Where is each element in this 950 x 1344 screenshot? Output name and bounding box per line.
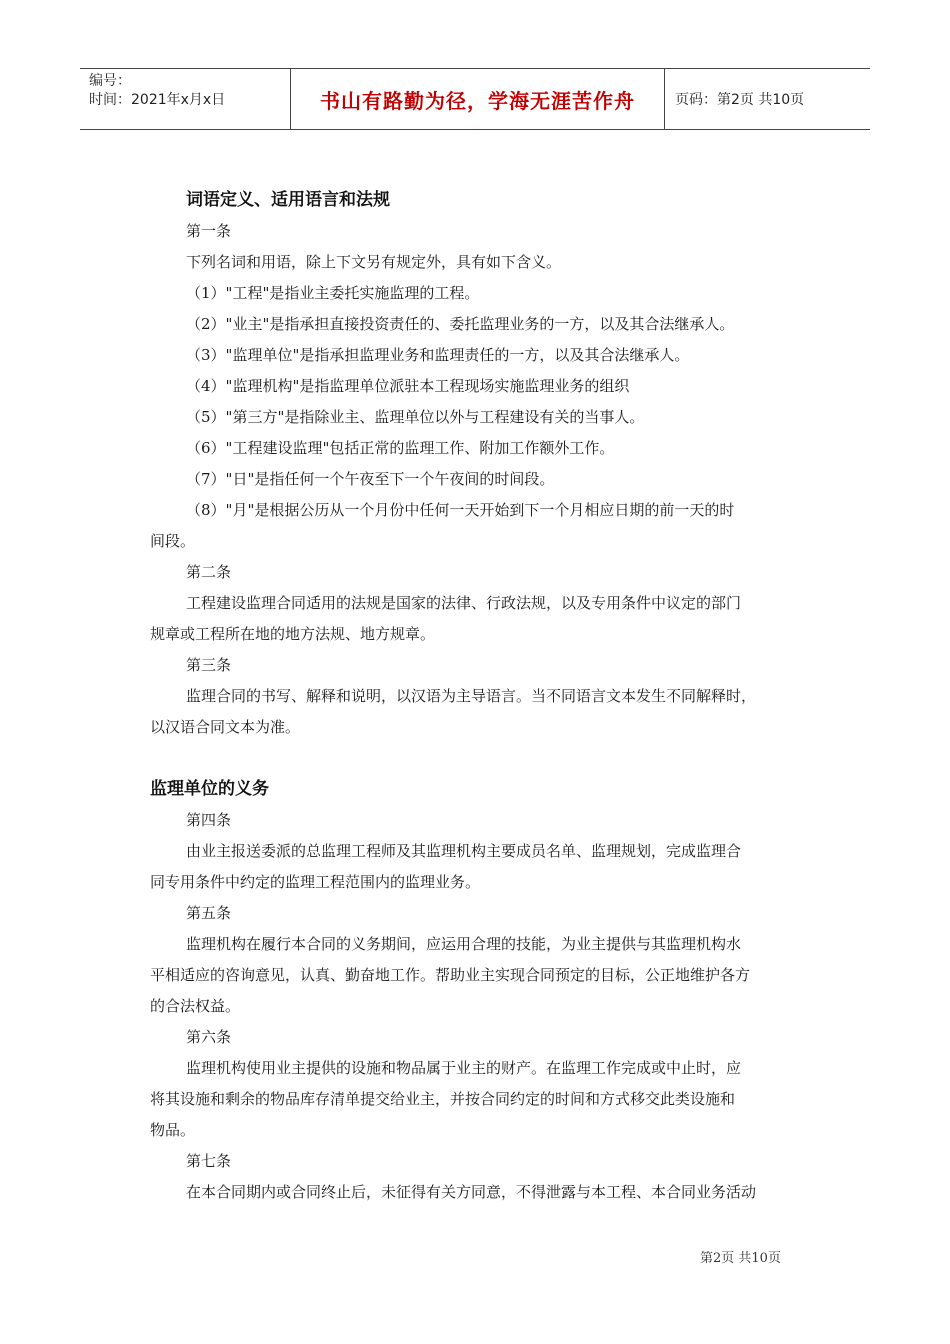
paragraph-line: 平相适应的咨询意见，认真、勤奋地工作。帮助业主实现合同预定的目标，公正地维护各方 [150,966,751,984]
header-meta [80,69,291,129]
article-heading: 第五条 [186,904,232,922]
header-page-info: 页码：第2页 共10页 [675,92,805,108]
definition-item: （7）"日"是指任何一个午夜至下一个午夜间的时间段。 [186,470,555,488]
paragraph-line: 同专用条件中约定的监理工程范围内的监理业务。 [150,873,481,891]
document-body [150,185,810,1208]
page-header [80,68,870,130]
paragraph-line: 监理合同的书写、解释和说明，以汉语为主导语言。当不同语言文本发生不同解释时， [186,687,757,705]
paragraph-line: 将其设施和剩余的物品库存清单提交给业主，并按合同约定的时间和方式移交此类设施和 [150,1090,736,1108]
paragraph-line: 规章或工程所在地的地方法规、地方规章。 [150,625,436,643]
document-number-label: 编号： [89,73,131,89]
definition-item: （3）"监理单位"是指承担监理业务和监理责任的一方，以及其合法继承人。 [186,346,690,364]
paragraph-line: 监理机构使用业主提供的设施和物品属于业主的财产。在监理工作完成或中止时，应 [186,1059,742,1077]
paragraph-line: 由业主报送委派的总监理工程师及其监理机构主要成员名单、监理规划，完成监理合 [186,842,742,860]
paragraph-line: 工程建设监理合同适用的法规是国家的法律、行政法规，以及专用条件中议定的部门 [186,594,742,612]
definition-item: （1）"工程"是指业主委托实施监理的工程。 [186,284,480,302]
article-heading: 第四条 [186,811,232,829]
paragraph-line: 在本合同期内或合同终止后，未征得有关方同意，不得泄露与本工程、本合同业务活动 [186,1183,757,1201]
article-heading: 第二条 [186,563,232,581]
article-heading: 第一条 [186,222,232,240]
page-footer: 第2页 共10页 [700,1251,781,1266]
definition-item: （4）"监理机构"是指监理单位派驻本工程现场实施监理业务的组织 [186,377,630,395]
article-heading: 第六条 [186,1028,232,1046]
paragraph-line: 物品。 [150,1121,196,1139]
section-title: 监理单位的义务 [150,779,269,799]
definition-item: （6）"工程建设监理"包括正常的监理工作、附加工作额外工作。 [186,439,615,457]
section-spacer [150,743,810,774]
article-heading: 第三条 [186,656,232,674]
paragraph-line: 的合法权益。 [150,997,241,1015]
definition-item: （8）"月"是根据公历从一个月份中任何一天开始到下一个月相应日期的前一天的时 [186,501,735,519]
paragraph-line: 间段。 [150,532,196,550]
paragraph-line: 以汉语合同文本为准。 [150,718,301,736]
header-motto: 书山有路勤为径，学海无涯苦作舟 [291,69,665,129]
definition-item: （5）"第三方"是指除业主、监理单位以外与工程建设有关的当事人。 [186,408,645,426]
definition-item: （2）"业主"是指承担直接投资责任的、委托监理业务的一方，以及其合法继承人。 [186,315,735,333]
section-title: 词语定义、适用语言和法规 [186,190,390,210]
paragraph-line: 监理机构在履行本合同的义务期间，应运用合理的技能，为业主提供与其监理机构水 [186,935,742,953]
document-time: 时间：2021年x月x日 [89,92,226,108]
article-heading: 第七条 [186,1152,232,1170]
paragraph-line: 下列名词和用语，除上下文另有规定外，具有如下含义。 [186,253,562,271]
